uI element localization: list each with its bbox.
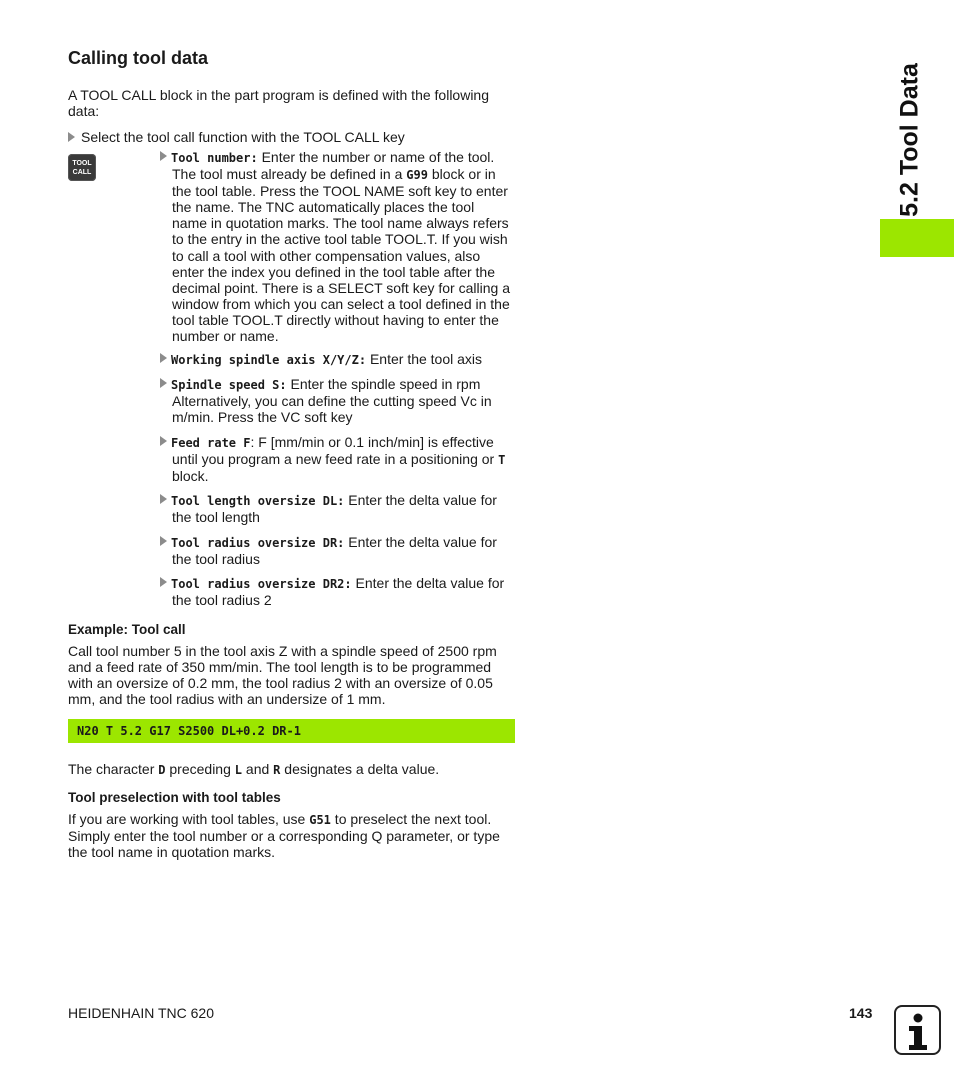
list-item-radius-oversize: Tool radius oversize DR: Enter the delta value for the tool radius [160,534,512,567]
preselect-heading: Tool preselection with tool tables [68,790,281,805]
info-icon [894,1005,941,1055]
example-code-block: N20 T 5.2 G17 S2500 DL+0.2 DR-1 [68,719,515,743]
delta-note: The character D preceding L and R designates a delta value. [68,761,440,777]
step-instruction: Select the tool call function with the TOOL CALL key [68,129,516,145]
list-item-length-oversize: Tool length oversize DL: Enter the delta value for the tool length [160,492,512,525]
tool-call-key[interactable]: TOOL CALL [68,154,96,181]
chapter-accent-tab [880,219,954,257]
footer-product-name: HEIDENHAIN TNC 620 [68,1005,215,1021]
example-heading: Example: Tool call [68,622,186,637]
triangle-arrow-icon [160,378,167,388]
intro-paragraph: A TOOL CALL block in the part program is defined with the following data: [68,87,490,119]
list-item-radius-oversize-2: Tool radius oversize DR2: Enter the delta value for the tool radius 2 [160,575,512,608]
triangle-arrow-icon [160,494,167,504]
triangle-arrow-icon [68,132,75,142]
triangle-arrow-icon [160,536,167,546]
list-item-spindle-speed: Spindle speed S: Enter the spindle speed in rpm Alternatively, you can define the cutting speed Vc in m/min. Press the VC soft key [160,376,512,425]
preselect-paragraph: If you are working with tool tables, use G51 to preselect the next tool. Simply enter the tool number or a corresponding Q parameter, or type the tool name in quotation marks. [68,811,500,860]
list-item-tool-number: Tool number: Enter the number or name of the tool. The tool must already be defined in a G99 block or in the tool table. Press the TOOL NAME soft key to enter the name. The TNC automatically places the tool name in quotation marks. The tool name always refers to the entry in the active tool table TOOL.T. If you wish to call a tool with other compensation values, also enter the index you defined in the tool table after the decimal point. There is a SELECT soft key for calling a window from which you can select a tool defined in the tool table TOOL.T directly without having to enter the number or name. [160,149,512,344]
list-item-spindle-axis: Working spindle axis X/Y/Z: Enter the tool axis [160,351,512,368]
list-item-feed-rate: Feed rate F: F [mm/min or 0.1 inch/min] is effective until you program a new feed rate in a positioning or T block. [160,434,512,484]
example-paragraph: Call tool number 5 in the tool axis Z with a spindle speed of 2500 rpm and a feed rate of 350 mm/min. The tool length is to be programmed with an oversize of 0.2 mm, the tool radius 2 with an oversize of 0.05 mm, and the tool radius with an undersize of 1 mm. [68,643,497,707]
triangle-arrow-icon [160,353,167,363]
chapter-side-title: 5.2 Tool Data [895,63,924,217]
page-number: 143 [849,1005,873,1021]
triangle-arrow-icon [160,577,167,587]
triangle-arrow-icon [160,151,167,161]
section-heading: Calling tool data [68,48,209,68]
triangle-arrow-icon [160,436,167,446]
